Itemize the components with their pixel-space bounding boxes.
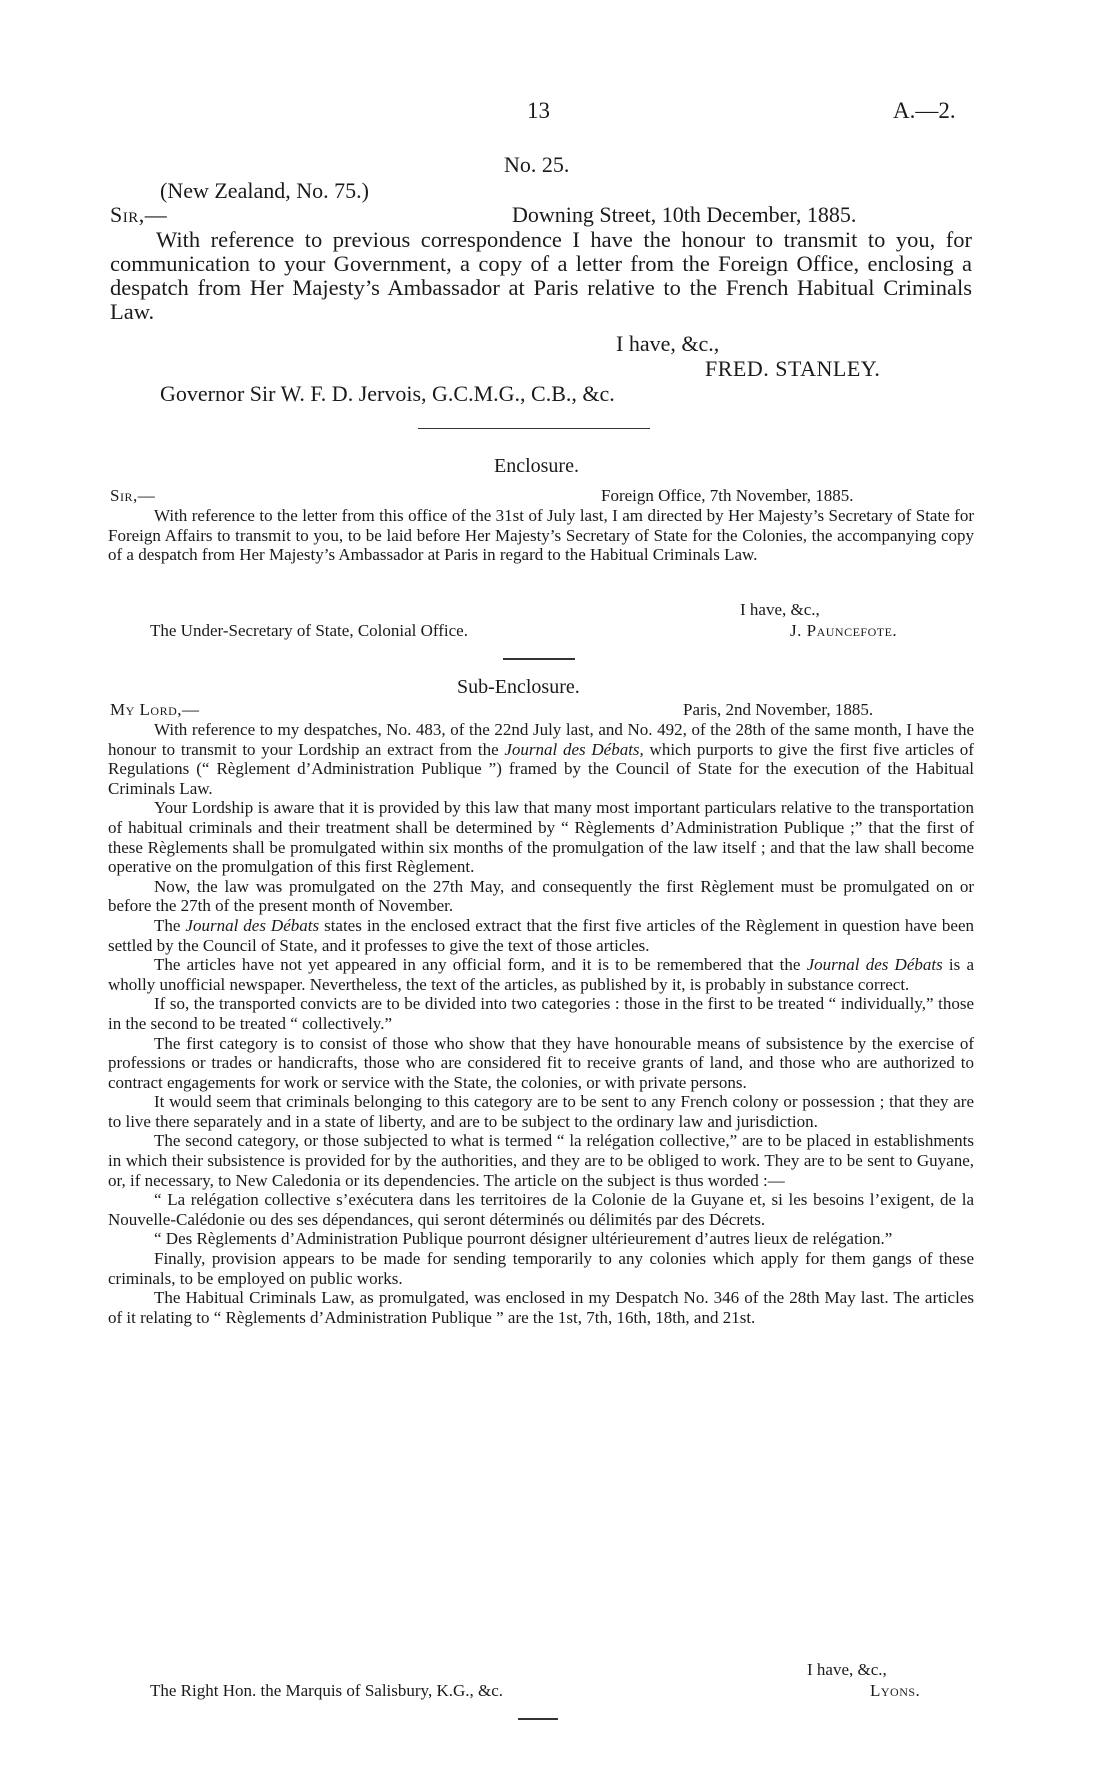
- letter-number: No. 25.: [504, 152, 570, 177]
- enclosure-title: Enclosure.: [494, 455, 579, 477]
- enclosure-salutation: Sir,—: [110, 486, 156, 505]
- paragraph-text: The articles have not yet appeared in any official form, and it is to be remembered that the: [154, 955, 807, 975]
- paragraph: [108, 720, 974, 798]
- section-divider: [503, 658, 575, 660]
- sub-enclosure-signature: Lyons.: [870, 1681, 921, 1700]
- paragraph: The first category is to consist of those who show that they have honourable means of subsistence by the exercise of professions or trades or handicrafts, those who are considered fit to receive grants of land, and those who are authorized to contract engagements for work or service with the State, the colonies, or with private persons.: [108, 1033, 974, 1092]
- enclosure-dateline: Foreign Office, 7th November, 1885.: [601, 486, 854, 505]
- page-number: 13: [527, 98, 550, 123]
- paragraph: If so, the transported convicts are to be divided into two categories : those in the first to be treated “ individually,” those in the second to be treated “ collectively.”: [108, 994, 974, 1033]
- paragraph: Now, the law was promulgated on the 27th May, and consequently the first Règlement must be promulgated on or before the 27th of the present month of November.: [108, 876, 974, 916]
- paragraph-text: The: [154, 915, 186, 935]
- enclosure-addressee: The Under-Secretary of State, Colonial Office.: [150, 621, 468, 640]
- colony-reference: (New Zealand, No. 75.): [160, 178, 369, 203]
- paragraph: The second category, or those subjected to what is termed “ la relégation collective,” are to be placed in establishments in which their subsistence is provided for by the authorities, and they are to be obliged to work. They are to be sent to Guyane, or, if necessary, to New Caledonia or its dependencies. The article on the subject is thus worded :—: [108, 1131, 974, 1190]
- document-reference: A.—2.: [893, 98, 956, 123]
- paragraph-text: states in the enclosed extract that the first five articles of the Règlement in question have been settled by the Council of State, and it professes to give the text of those articles.: [108, 915, 974, 955]
- sub-enclosure-title: Sub-Enclosure.: [457, 676, 580, 698]
- closing: I have, &c.,: [616, 331, 720, 356]
- dateline: Downing Street, 10th December, 1885.: [512, 202, 857, 227]
- letter-body: With reference to previous correspondence I have the honour to transmit to you, for communication to your Government, a copy of a letter from the Foreign Office, enclosing a despatch from Her Majesty’s Ambassador at Paris relative to the French Habitual Criminals Law.: [110, 227, 972, 324]
- sub-enclosure-salutation: My Lord,—: [110, 700, 200, 719]
- journal-title: Journal des Débats,: [504, 739, 644, 759]
- paragraph: It would seem that criminals belonging to this category are to be sent to any French colony or possession ; that they are to live there separately and in a state of liberty, and are to be subject to the ordinary law and jurisdiction.: [108, 1092, 974, 1131]
- journal-title: Journal des Débats: [806, 955, 943, 975]
- sub-enclosure-dateline: Paris, 2nd November, 1885.: [683, 700, 874, 719]
- paragraph-text: is a wholly unofficial newspaper. Nevertheless, the text of the articles, as published by it, is probably in substance correct.: [108, 955, 974, 994]
- quoted-paragraph: “ Des Règlements d’Administration Publique pourront désigner ultérieurement d’autres lieux de relégation.”: [154, 1229, 893, 1249]
- enclosure-body: With reference to the letter from this office of the 31st of July last, I am directed by Her Majesty’s Secretary of State for Foreign Affairs to transmit to you, to be laid before Her Majesty’s Secretary of State for the Colonies, the accompanying copy of a despatch from Her Majesty’s Ambassador at Paris in regard to the Habitual Criminals Law.: [108, 506, 974, 565]
- sub-enclosure-body: [108, 720, 974, 1327]
- quoted-paragraph: “ La relégation collective s’exécutera dans les territoires de la Colonie de la Guyane et, si les besoins l’exigent, de la Nouvelle-Calédonie ou des ses dépendances, qui seront déterminés ou délimités par des Décrets.: [108, 1190, 974, 1229]
- paragraph: Your Lordship is aware that it is provided by this law that many most important particulars relative to the transportation of habitual criminals and their treatment shall be determined by “ Règlements d’Administration Publique ;” that the first of these Règlements shall be promulgated within six months of the promulgation of the law itself ; and that the law shall become operative on the promulgation of this first Règlement.: [108, 798, 974, 877]
- paragraph: The Habitual Criminals Law, as promulgated, was enclosed in my Despatch No. 346 of the 28th May last. The articles of it relating to “ Règlements d’Administration Publique ” are the 1st, 7th, 16th, 18th, and 21st.: [108, 1288, 974, 1327]
- salutation: Sir,—: [110, 202, 168, 227]
- signature: FRED. STANLEY.: [705, 356, 881, 381]
- paragraph: Finally, provision appears to be made for sending temporarily to any colonies which apply for them gangs of these criminals, to be employed on public works.: [108, 1249, 974, 1288]
- end-divider: [518, 1718, 558, 1720]
- paragraph-text: With reference to my despatches, No. 483, of the 22nd July last, and No. 492, of the 28th of the same month, I have the honour to transmit to your Lordship an extract from the: [108, 720, 974, 759]
- sub-enclosure-closing: I have, &c.,: [807, 1660, 887, 1679]
- paragraph: [108, 916, 974, 955]
- enclosure-closing: I have, &c.,: [740, 600, 820, 619]
- paragraph: [108, 955, 974, 994]
- addressee: Governor Sir W. F. D. Jervois, G.C.M.G., C.B., &c.: [160, 381, 615, 406]
- paragraph-text: which purports to give the first five articles of Regulations (“ Règlement d’Administration Publique ”) framed by the Council of State for the execution of the Habitual Criminals Law.: [108, 739, 974, 798]
- journal-title: Journal des Débats: [185, 915, 320, 935]
- section-divider: [418, 428, 650, 429]
- sub-enclosure-addressee: The Right Hon. the Marquis of Salisbury, K.G., &c.: [150, 1681, 504, 1700]
- enclosure-signature: J. Pauncefote.: [790, 621, 898, 640]
